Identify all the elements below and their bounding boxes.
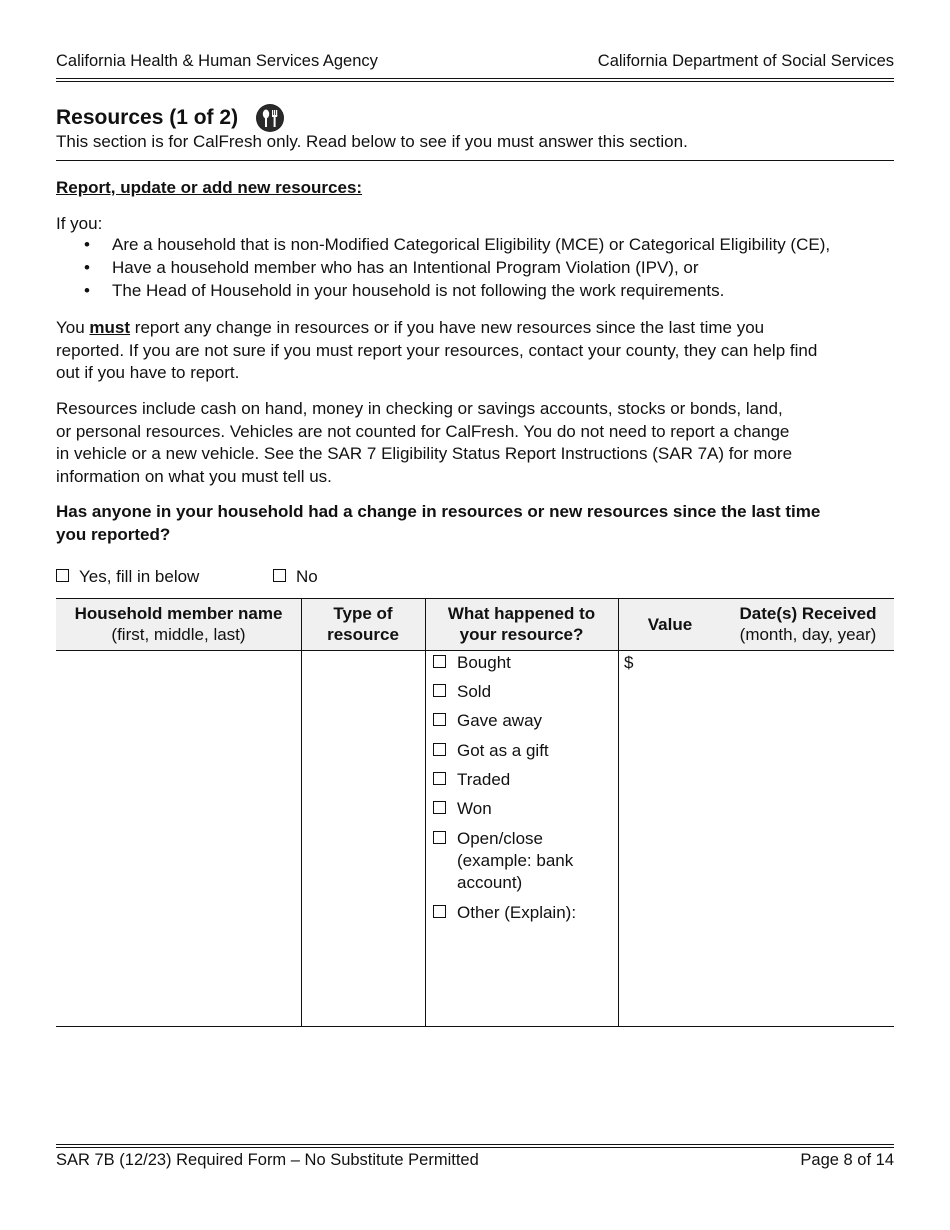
agency-name: California Health & Human Services Agency [56, 52, 378, 70]
header-value: Value [647, 615, 693, 634]
open-close-checkbox[interactable] [433, 831, 446, 844]
bullet-marker: • [84, 281, 90, 300]
footer-divider [56, 1144, 894, 1145]
column-divider [425, 598, 426, 1027]
header-member-name: Household member name (first, middle, last) [74, 604, 283, 644]
table-bottom-border [56, 1026, 894, 1027]
header-divider-2 [56, 81, 894, 82]
traded-checkbox[interactable] [433, 772, 446, 785]
report-paragraph [56, 317, 901, 385]
gift-checkbox[interactable] [433, 743, 446, 756]
option-gift[interactable]: Got as a gift [433, 741, 549, 761]
value-input[interactable] [624, 653, 633, 673]
bullet-marker: • [84, 235, 90, 254]
form-id: SAR 7B (12/23) Required Form – No Substitute Permitted [56, 1151, 479, 1169]
no-option[interactable] [273, 567, 318, 587]
calfresh-fork-spoon-icon [256, 104, 284, 132]
para-line3: out if you have to report. [56, 363, 240, 382]
option-won[interactable]: Won [433, 799, 492, 819]
footer-divider-2 [56, 1147, 894, 1148]
gave-away-checkbox[interactable] [433, 713, 446, 726]
option-sold[interactable]: Sold [433, 682, 491, 702]
header-dates: Date(s) Received (month, day, year) [739, 604, 877, 644]
section-subtitle: This section is for CalFresh only. Read below to see if you must answer this section. [56, 132, 688, 151]
para-line1: report any change in resources or if you have new resources since the last time you [134, 318, 765, 337]
option-gave-away[interactable]: Gave away [433, 711, 542, 731]
para-you: You [56, 318, 85, 337]
header-divider [56, 78, 894, 79]
bullet-item: Have a household member who has an Intentional Program Violation (IPV), or [112, 258, 699, 277]
resource-type-input[interactable] [302, 650, 424, 1026]
question-line1: Has anyone in your household had a change in resources or new resources since the last time [56, 502, 821, 521]
resources-paragraph [56, 398, 901, 488]
department-name: California Department of Social Services [597, 52, 894, 70]
no-checkbox[interactable] [273, 569, 286, 582]
option-bought[interactable]: Bought [433, 653, 511, 673]
sold-checkbox[interactable] [433, 684, 446, 697]
must-emphasis: must [89, 318, 131, 337]
dates-input[interactable] [723, 650, 893, 1026]
para2-line: information on what you must tell us. [56, 466, 332, 486]
other-checkbox[interactable] [433, 905, 446, 918]
yes-label: Yes, fill in below [79, 567, 200, 586]
no-label: No [296, 567, 318, 586]
header-type: Type of resource [327, 604, 399, 644]
bought-checkbox[interactable] [433, 655, 446, 668]
option-traded[interactable]: Traded [433, 770, 510, 790]
bullet-item: Are a household that is non-Modified Categorical Eligibility (MCE) or Categorical Eligibility (CE), [112, 235, 831, 254]
member-name-input[interactable] [56, 650, 300, 1026]
page-number: Page 8 of 14 [800, 1151, 894, 1169]
currency-symbol: $ [624, 653, 634, 672]
para-line2: reported. If you are not sure if you must report your resources, contact your county, they can help find [56, 340, 818, 360]
bullet-item: The Head of Household in your household is not following the work requirements. [112, 281, 725, 300]
yes-option[interactable] [56, 567, 199, 587]
intro-text: If you: [56, 214, 103, 233]
option-open-close[interactable]: Open/close (example: bank account) [433, 828, 573, 894]
para2-line: Resources include cash on hand, money in checking or savings accounts, stocks or bonds, land, [56, 399, 783, 418]
yes-checkbox[interactable] [56, 569, 69, 582]
column-divider [618, 598, 619, 1027]
resources-question [56, 501, 901, 546]
header-what-happened: What happened to your resource? [447, 604, 596, 644]
won-checkbox[interactable] [433, 801, 446, 814]
option-other[interactable]: Other (Explain): [433, 903, 576, 923]
bullet-marker: • [84, 258, 90, 277]
resources-table [56, 598, 894, 1028]
para2-line: in vehicle or a new vehicle. See the SAR 7 Eligibility Status Report Instructions (SAR 7A) for more [56, 444, 793, 463]
page-title: Resources (1 of 2) [56, 106, 239, 129]
question-line2: you reported? [56, 524, 171, 544]
para2-line: or personal resources. Vehicles are not counted for CalFresh. You do not need to report a change [56, 421, 790, 441]
section-title-row [56, 104, 284, 132]
report-heading: Report, update or add new resources: [56, 178, 363, 197]
section-divider [56, 160, 894, 161]
